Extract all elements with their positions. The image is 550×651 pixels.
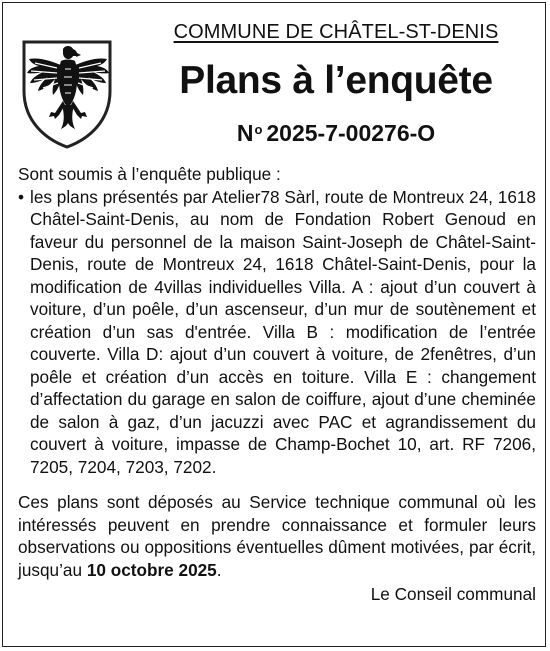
bullet: • [18, 186, 25, 207]
notice-header [3, 3, 547, 153]
closing-paragraph [18, 491, 536, 581]
list-item [18, 186, 536, 479]
notice-body [18, 163, 536, 606]
list-item-text: les plans présentés par Atelier78 Sàrl, route de Montreux 24, 1618 Châtel-Saint-Denis, au nom de Fondation Robert Genoud en faveur du personnel de la maison Saint-Joseph de Châtel-Saint-Denis, route de Montreux 24, 1618 Châtel-Saint-Denis, pour la modification de 4villas individuelles Villa. A : ajout d’un couvert à voiture, d’un poêle, d’un ascenseur, d’un mur de soutènement et création d’un sas d'entrée. Villa B : modification de l’entrée couverte. Villa D: ajout d’un couvert à voiture, de 2fenêtres, d’un poêle et création d’un accès en toiture. Villa E : changement d’affectation du garage en salon de coiffure, ajout d’une cheminée de salon à gaz, d’un jacuzzi avec PAC et agrandissement du couvert à voiture, impasse de Champ-Bochet 10, art. RF 7206, 7205, 7204, 7203, 7202. [30, 186, 536, 477]
closing-end: . [216, 559, 222, 580]
deadline-date: 10 octobre 2025 [86, 559, 217, 580]
eagle-coat-of-arms-icon [21, 39, 113, 149]
commune-name: COMMUNE DE CHÂTEL-ST-DENIS [173, 21, 499, 43]
ref-prefix: N [236, 120, 254, 146]
reference-number [143, 120, 529, 147]
ref-superscript: o [254, 122, 263, 137]
page-title: Plans à l’enquête [179, 59, 493, 102]
notice-frame [2, 2, 546, 647]
closing-text: Ces plans sont déposés au Service technique communal où les intéressés peuvent en prendre connaissance et formuler leurs observations ou oppositions éventuelles dûment motivées, par écrit, jusqu’au [18, 492, 536, 580]
ref-number: 2025-7-00276-O [266, 120, 436, 146]
signature: Le Conseil communal [370, 584, 536, 604]
notice-intro: Sont soumis à l’enquête publique : [18, 164, 281, 184]
